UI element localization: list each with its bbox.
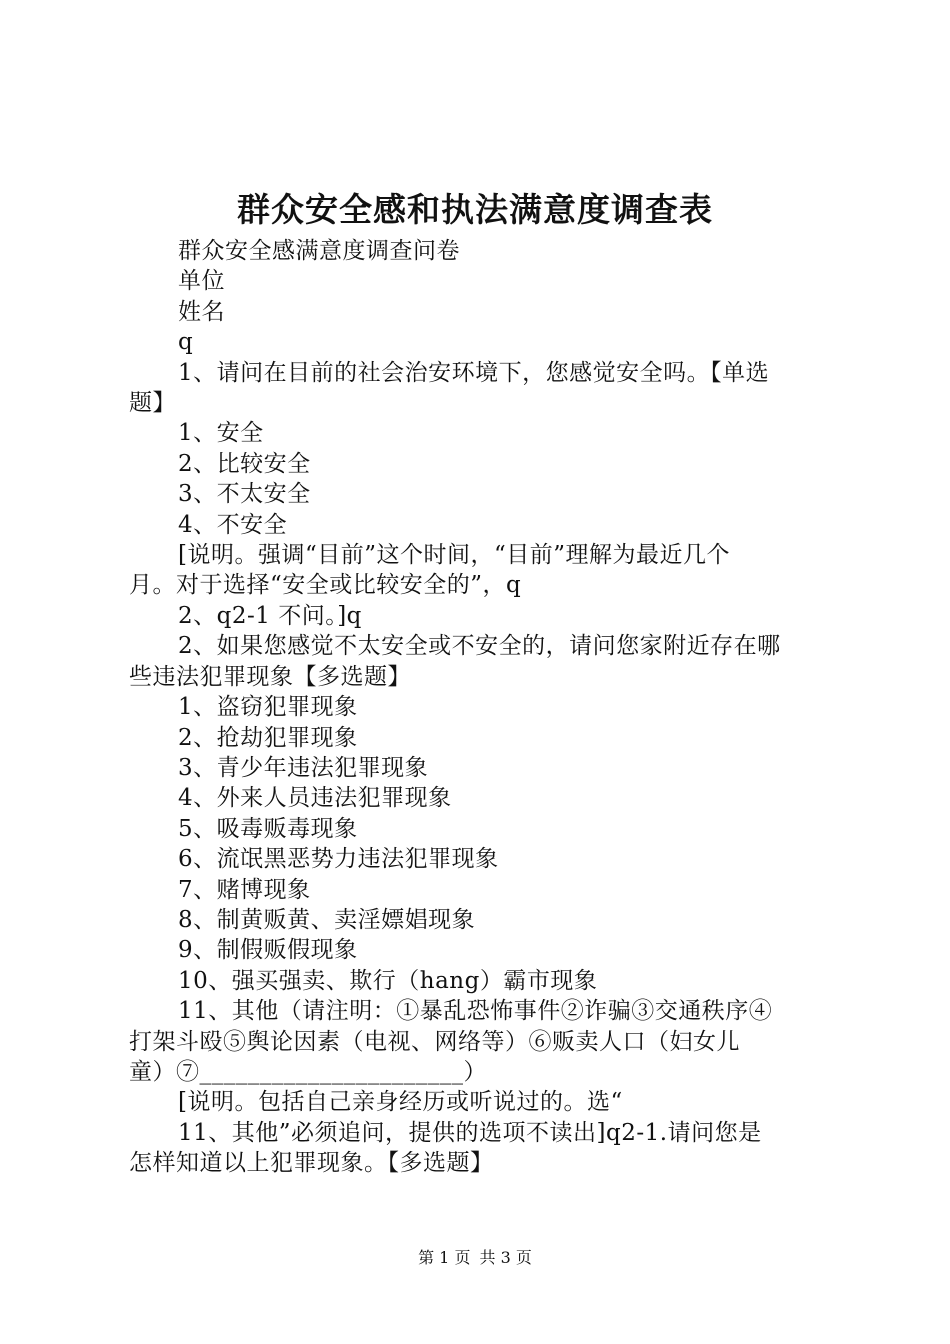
text-line: 6、流氓黑恶势力违法犯罪现象 [178, 846, 499, 873]
text-line: 2、抢劫犯罪现象 [178, 724, 358, 751]
text-line: 2、如果您感觉不太安全或不安全的，请问您家附近存在哪 [178, 633, 781, 660]
text-line: 4、外来人员违法犯罪现象 [178, 785, 452, 812]
text-line: 3、不太安全 [178, 481, 311, 508]
text-line: 怎样知道以上犯罪现象。【多选题】 [129, 1150, 494, 1177]
text-line: 11、其他（请注明：①暴乱恐怖事件②诈骗③交通秩序④ [178, 998, 773, 1025]
text-line: 9、制假贩假现象 [178, 937, 358, 964]
text-line: 1、请问在目前的社会治安环境下，您感觉安全吗。【单选 [178, 359, 770, 386]
page-total: 共 3 页 [479, 1248, 532, 1267]
text-line: 2、比较安全 [178, 450, 311, 477]
text-line: 题】 [129, 390, 176, 417]
text-line: 8、制黄贩黄、卖淫嫖娼现象 [178, 906, 476, 933]
text-line: 2、q2-1 不问。]q [178, 602, 362, 629]
page-number: 第 1 页 [418, 1248, 471, 1267]
text-line: 7、赌博现象 [178, 876, 311, 903]
text-line: 5、吸毒贩毒现象 [178, 815, 358, 842]
text-line: 11、其他”必须追问，提供的选项不读出]q2-1.请问您是 [178, 1119, 762, 1146]
text-line: 10、强买强卖、欺行（hang）霸市现象 [178, 967, 598, 994]
text-line: 单位 [178, 268, 225, 295]
document-title: 群众安全感和执法满意度调查表 [237, 190, 713, 229]
text-line: 1、安全 [178, 420, 264, 447]
text-line: 4、不安全 [178, 511, 288, 538]
document-body [129, 236, 831, 1179]
text-line: 姓名 [178, 298, 225, 325]
text-line: [说明。强调“目前”这个时间，“目前”理解为最近几个 [178, 542, 731, 569]
text-line: 打架斗殴⑤舆论因素（电视、网络等）⑥贩卖人口（妇女儿 [129, 1028, 740, 1055]
text-line: 童）⑦______________________） [129, 1058, 487, 1085]
text-line: q [178, 329, 194, 356]
page-footer [0, 1245, 950, 1268]
text-line: [说明。包括自己亲身经历或听说过的。选“ [178, 1089, 623, 1116]
text-line: 月。对于选择“安全或比较安全的”，q [129, 572, 522, 599]
text-line: 1、盗窃犯罪现象 [178, 694, 358, 721]
text-line: 些违法犯罪现象【多选题】 [129, 663, 411, 690]
text-line: 3、青少年违法犯罪现象 [178, 754, 429, 781]
text-line: 群众安全感满意度调查问卷 [178, 238, 460, 264]
